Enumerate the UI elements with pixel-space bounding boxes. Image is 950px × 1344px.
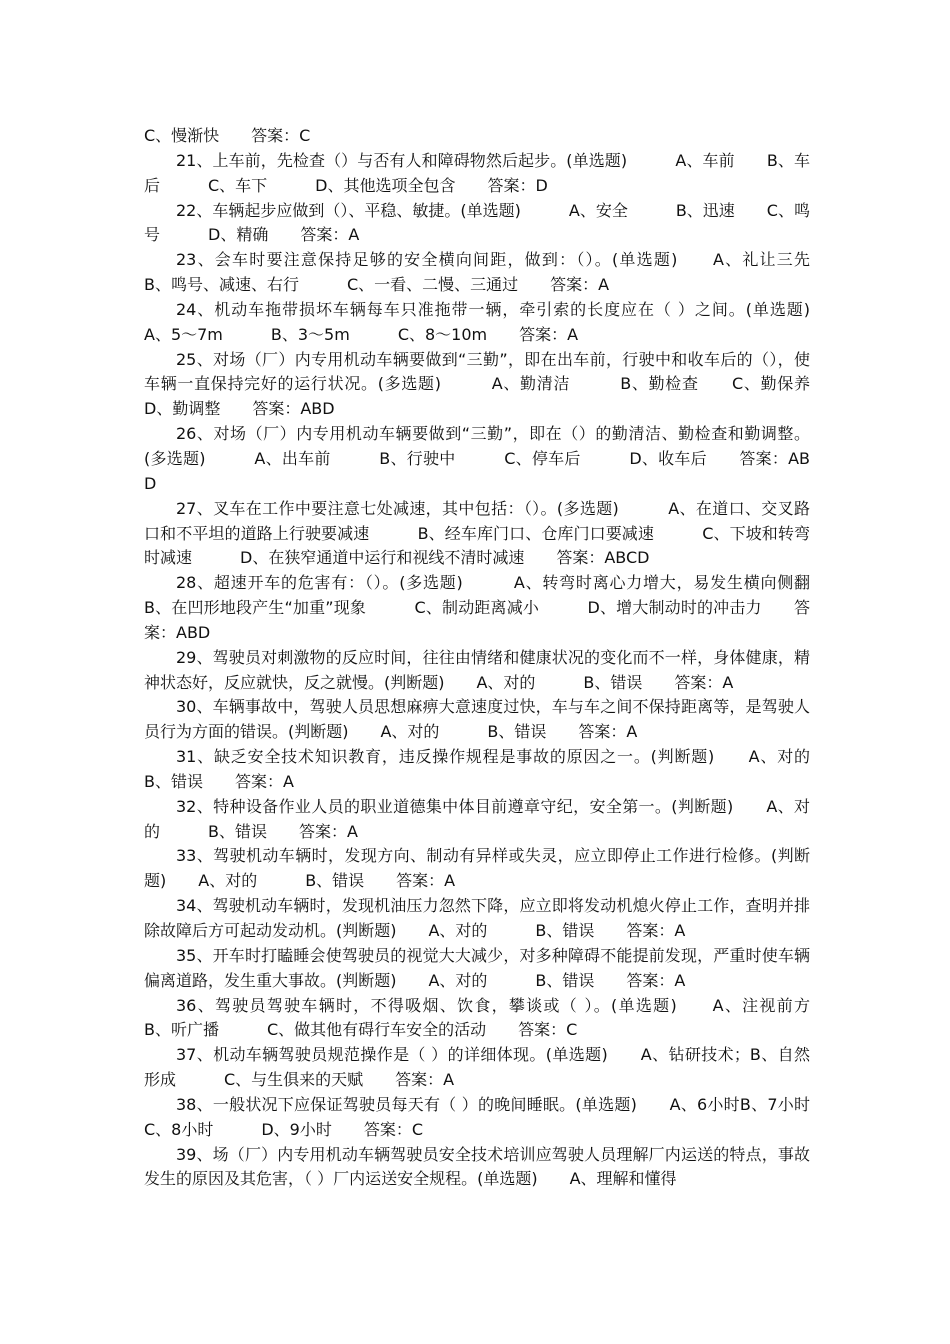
question-28: 28、超速开车的危害有：（）。(多选题) A、转弯时离心力增大，易发生横向侧翻 B、在凹形地段产生“加重”现象 C、制动距离减小 D、增大制动时的冲击力 答案：ABD — [144, 573, 859, 642]
question-35: 35、开车时打瞌睡会使驾驶员的视觉大大减少，对多种障碍不能提前发现，严重时使车辆偏离道路，发生重大事故。(判断题) A、对的 B、错误 答案：A — [144, 945, 810, 990]
question-34: 34、驾驶机动车辆时，发现机油压力忽然下降，应立即将发动机熄火停止工作，查明并排除故障后方可起动发动机。(判断题) A、对的 B、错误 答案：A — [144, 896, 810, 940]
question-23: 23、会车时要注意保持足够的安全横向间距，做到：（）。(单选题) A、礼让三先 B、鸣号、减速、右行 C、一看、二慢、三通过 答案：A — [144, 250, 859, 295]
question-32: 32、特种设备作业人员的职业道德集中体目前遵章守纪，安全第一。(判断题) A、对的 B、错误 答案：A — [144, 796, 810, 841]
question-31: 31、缺乏安全技术知识教育，违反操作规程是事故的原因之一。(判断题) A、对的 B、错误 答案：A — [144, 747, 859, 791]
question-39: 39、场（厂）内专用机动车辆驾驶员安全技术培训应驾驶人员理解厂内运送的特点，事故发生的原因及其危害，（ ）厂内运送安全规程。(单选题) A、理解和懂得 — [144, 1144, 810, 1189]
question-21: 21、上车前，先检查（）与否有人和障碍物然后起步。(单选题) A、车前 B、车后 C、车下 D、其他选项全包含 答案：D — [144, 150, 810, 195]
question-29: 29、驾驶员对刺激物的反应时间，往往由情绪和健康状况的变化而不一样，身体健康，精神状态好，反应就快，反之就慢。(判断题) A、对的 B、错误 答案：A — [144, 647, 810, 692]
question-25: 25、对场（厂）内专用机动车辆要做到“三勤”，即在出车前，行驶中和收车后的（），使车辆一直保持完好的运行状况。(多选题) A、勤清洁 B、勤检查 C、勤保养 D、勤调整 答案：ABD — [144, 349, 859, 419]
question-22: 22、车辆起步应做到（）、平稳、敏捷。(单选题) A、安全 B、迅速 C、鸣号 D、精确 答案：A — [144, 200, 810, 245]
question-37: 37、机动车辆驾驶员规范操作是（ ）的详细体现。(单选题) A、钻研技术；B、自然形成 C、与生俱来的天赋 答案：A — [144, 1045, 810, 1090]
question-24: 24、机动车拖带损坏车辆每车只准拖带一辆，牵引索的长度应在（ ）之间。(单选题) A、5～7m B、3～5m C、8～10m 答案：A — [144, 299, 843, 344]
question-26: 26、对场（厂）内专用机动车辆要做到“三勤”，即在（）的勤清洁、勤检查和勤调整。(多选题) A、出车前 B、行驶中 C、停车后 D、收车后 答案：ABD — [144, 424, 810, 493]
question-30: 30、车辆事故中，驾驶人员思想麻痹大意速度过快，车与车之间不保持距离等，是驾驶人员行为方面的错误。(判断题) A、对的 B、错误 答案：A — [144, 697, 810, 742]
question-33: 33、驾驶机动车辆时，发现方向、制动有异样或失灵，应立即停止工作进行检修。(判断题) A、对的 B、错误 答案：A — [144, 846, 810, 891]
document-body — [144, 124, 859, 1192]
question-38: 38、一般状况下应保证驾驶员每天有（ ）的晚间睡眠。(单选题) A、6小时B、7小时 C、8小时 D、9小时 答案：C — [144, 1094, 859, 1139]
question-27: 27、叉车在工作中要注意七处减速，其中包括：（）。(多选题) A、在道口、交叉路口和不平坦的道路上行驶要减速 B、经车库门口、仓库门口要减速 C、下坡和转弯时减速 D、在狭窄通道中运行和视线不清时减速 答案：ABCD — [144, 498, 810, 568]
question-20-tail: C、慢渐快 答案：C — [144, 126, 311, 145]
question-36: 36、驾驶员驾驶车辆时，不得吸烟、饮食，攀谈或（ ）。(单选题) A、注视前方 B、听广播 C、做其他有碍行车安全的活动 答案：C — [144, 995, 859, 1040]
